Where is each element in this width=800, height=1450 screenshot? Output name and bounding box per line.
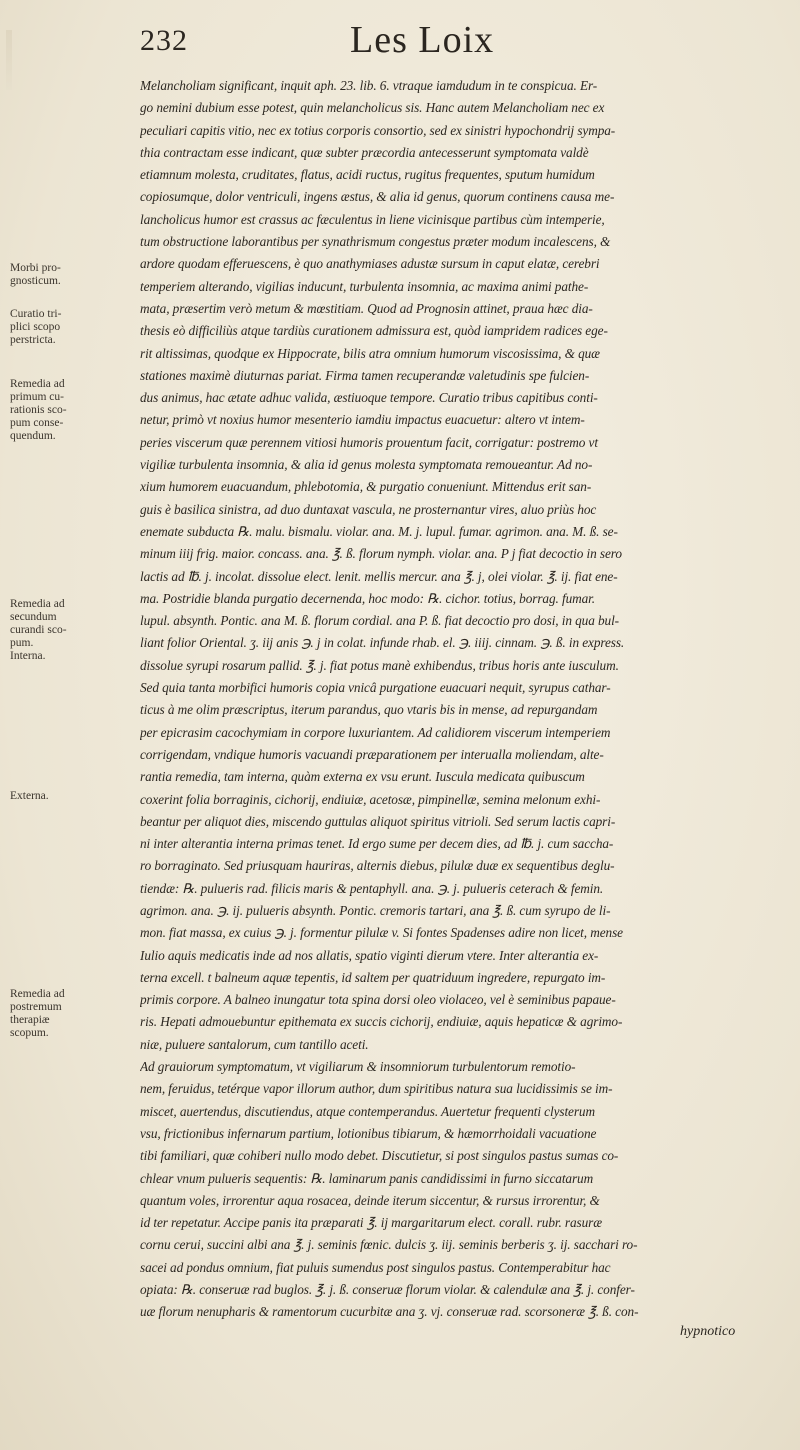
text-line: id ter repetatur. Accipe panis ita præparati ℥. ij margaritarum elect. corall. rubr. rasuræ	[140, 1215, 603, 1231]
text-line: terna excell. t balneum aquæ tepentis, id saltem per quatriduum ingredere, repurgato im-	[140, 969, 606, 985]
text-line: xium humorem euacuandum, phlebotomia, & purgatio conueniunt. Mittendus erit san-	[140, 479, 592, 495]
margin-note-remedia-secundum: Remedia ad secundum curandi sco- pum. Interna.	[10, 598, 67, 662]
page-header	[140, 18, 660, 64]
margin-note-remedia-postremum: Remedia ad postremum therapiæ scopum.	[10, 988, 65, 1039]
text-line: nem, feruidus, tetérque vapor illorum author, dum spiritibus natura sua lucidissimis se im-	[140, 1081, 613, 1097]
text-line: niæ, puluere santalorum, cum tantillo aceti.	[140, 1036, 369, 1052]
text-line: ma. Postridie blanda purgatio decernenda, hoc modo: ℞. cichor. totius, borrag. fumar.	[140, 590, 595, 606]
text-line: enemate subducta ℞. malu. bismalu. violar. ana. M. j. lupul. fumar. agrimon. ana. M. ß. se-	[140, 523, 618, 539]
text-line: ris. Hepati admouebuntur epithemata ex succis cichorij, endiuiæ, aquis hepaticæ & agrimo-	[140, 1014, 623, 1030]
text-line: minum iiij frig. maior. concass. ana. ℥. ß. florum nymph. violar. ana. P j fiat decoctio in sero	[140, 546, 622, 562]
text-line: lancholicus humor est crassus ac fæculentus in liene vicinisque partibus cùm intemperie,	[140, 211, 605, 227]
text-line: mon. fiat massa, ex cuius ℈. j. formentur pilulæ v. Si fontes Spadenses adire non licet, mense	[140, 925, 623, 941]
catchword: hypnotico	[680, 1324, 736, 1339]
text-line: go nemini dubium esse potest, quin melancholicus sis. Hanc autem Melancholiam nec ex	[140, 100, 605, 116]
margin-note-curatio: Curatio tri- plici scopo perstricta.	[10, 308, 62, 346]
text-line: tum obstructione laborantibus per synathrismum congestus præter modum incalescens, &	[140, 234, 611, 250]
text-line: opiata: ℞. conseruæ rad buglos. ℥. j. ß. conseruæ florum violar. & calendulæ ana ℥. j. confer-	[140, 1282, 635, 1298]
text-line: Ad grauiorum symptomatum, vt vigiliarum & insomniorum turbulentorum remotio-	[140, 1059, 576, 1075]
text-line: thia contractam esse indicant, quæ subter præcordia antecesserunt symptomata valdè	[140, 144, 589, 160]
text-line: stationes maximè diuturnas pariat. Firma tamen recuperandæ valetudinis spe fulcien-	[140, 367, 590, 383]
text-line: coxerint folia borraginis, cichorij, endiuiæ, acetosæ, pimpinellæ, semina melonum exhi-	[140, 791, 601, 807]
text-line: ticus à me olim præscriptus, iterum parandus, quo vtaris bis in mense, ad repurgandam	[140, 702, 598, 718]
text-line: primis corpore. A balneo inungatur tota spina dorsi oleo violaceo, vel è seminibus papaue-	[140, 992, 616, 1008]
text-line: ardore quodam efferuescens, è quo anathymiases adustæ sursum in caput elatæ, cerebri	[140, 256, 600, 272]
text-line: uæ florum nenupharis & ramentorum cucurbitæ ana ʒ. vj. conseruæ rad. scorsoneræ ℥. ß. con-	[140, 1304, 639, 1320]
text-line: vigiliæ turbulenta insomnia, & alia id genus molesta symptomata remoueantur. Ad no-	[140, 457, 593, 473]
text-line: Melancholiam significant, inquit aph. 23. lib. 6. vtraque iamdudum in te conspicua. Er-	[140, 78, 598, 93]
text-line: peculiari capitis vitio, nec ex totius corporis consortio, sed ex sinistri hypochondrij sympa-	[140, 122, 616, 138]
text-line: rit altissimas, quodque ex Hippocrate, bilis atra omnium humorum viscosissima, & quæ	[140, 345, 600, 361]
text-line: copiosumque, dolor ventriculi, ingens æstus, & alia id genus, quorum continens causa me-	[140, 189, 615, 205]
text-line: per epicrasim cacochymiam in corpore luxuriantem. Ad calidiorem viscerum intemperiem	[140, 724, 611, 740]
text-line: mata, præsertim verò metum & mœstitiam. Quod ad Prognosin attinet, praua hæc dia-	[140, 300, 593, 316]
text-line: guis è basilica sinistra, ad duo duntaxat vascula, ne prosternantur vires, aluo priùs hoc	[140, 501, 597, 517]
text-line: beantur per aliquot dies, miscendo guttulas aliquot spiritus vitrioli. Sed serum lactis capri-	[140, 813, 616, 829]
text-line: lactis ad ℔. j. incolat. dissolue elect. lenit. mellis mercur. ana ℥. j, olei violar. ℥. ij. fiat ene-	[140, 568, 618, 584]
text-line: lupul. absynth. Pontic. ana M. ß. florum cordial. ana P. ß. fiat decoctio pro dosi, in qua bul-	[140, 613, 620, 629]
margin-note-externa: Externa.	[10, 790, 49, 802]
text-line: tibi familiari, quæ cohiberi nullo modo debet. Discutietur, si post singulos pastus sumas co-	[140, 1148, 619, 1164]
text-line: thesis eò difficiliùs atque tardiùs curationem admissura est, quòd iampridem radices ege-	[140, 323, 608, 339]
text-line: vsu, frictionibus infernarum partium, lotionibus tibiarum, & hæmorrhoidali vacuatione	[140, 1125, 597, 1141]
text-line: ni inter alterantia interna primas tenet. Id ergo sume per decem dies, ad ℔. j. cum saccha-	[140, 836, 614, 852]
text-line: peries viscerum quæ perennem vitiosi humoris prouentum facit, corrigatur: postremo vt	[140, 434, 598, 450]
text-line: tiendæ: ℞. pulueris rad. filicis maris & pentaphyll. ana. ℈. j. pulueris ceterach & femin.	[140, 880, 604, 896]
text-line: liant folior Oriental. ʒ. iij anis ℈. j in colat. infunde rhab. el. ℈. iiij. cinnam. ℈. ß. in express.	[140, 635, 625, 651]
text-line: rantia remedia, tam interna, quàm externa ex vsu erunt. Iuscula medicata quibuscum	[140, 769, 585, 785]
text-line: netur, primò vt noxius humor mesenterio iamdiu impactus euacuetur: altero vt intem-	[140, 412, 585, 428]
main-text	[140, 75, 775, 1346]
text-line: corrigendam, vndique humoris vacuandi præparationem per interualla moliendam, alte-	[140, 746, 604, 762]
margin-notes	[0, 0, 120, 1450]
text-line: Iulio aquis medicatis inde ad nos allatis, spatio viginti dierum vtere. Inter alterantia ex-	[140, 947, 599, 963]
text-line: Sed quia tanta morbifici humoris copia vnicâ purgatione euacuari nequit, syrupus cathar-	[140, 680, 611, 696]
text-line: etiamnum molesta, cruditates, flatus, acidi ructus, rugitus frequentes, sputum humidum	[140, 167, 595, 183]
text-line: quantum voles, irrorentur aqua rosacea, deinde iterum siccentur, & rursus irrorentur, &	[140, 1192, 600, 1208]
text-line: miscet, auertendus, discutiendus, atque contemperandus. Auertetur frequenti clysterum	[140, 1103, 595, 1119]
margin-note-remedia-primum: Remedia ad primum cu- rationis sco- pum conse- quendum.	[10, 378, 67, 442]
text-line: sacei ad pondus omnium, fiat puluis sumendus post singulos pastus. Contemperabitur hac	[140, 1259, 611, 1275]
text-line: chlear vnum pulueris sequentis: ℞. laminarum panis candidissimi in furno siccatarum	[140, 1170, 594, 1186]
text-line: cornu cerui, succini albi ana ℥. j. seminis fœnic. dulcis ʒ. iij. seminis berberis ʒ. ij. sacchari ro-	[140, 1237, 638, 1253]
text-line: ro borraginato. Sed priusquam hauriras, alternis diebus, pilulæ duæ ex sequentibus deglu-	[140, 858, 615, 874]
page-number: 232	[140, 24, 188, 57]
text-line: dissolue syrupi rosarum pallid. ℥. j. fiat potus manè exhibendus, tribus horis ante iusculum.	[140, 657, 619, 673]
text-line: agrimon. ana. ℈. ij. pulueris absynth. Pontic. cremoris tartari, ana ℥. ß. cum syrupo de li-	[140, 902, 611, 918]
margin-note-morbi: Morbi pro- gnosticum.	[10, 262, 61, 287]
text-line: temperiem alterando, vigilias inducunt, turbulenta insomnia, ac maxima animi pathe-	[140, 278, 589, 294]
running-head: Les Loix	[350, 19, 495, 61]
text-line: dus animus, hac ætate adhuc valida, æstiuoque tempore. Curatio tribus capitibus conti-	[140, 390, 598, 406]
